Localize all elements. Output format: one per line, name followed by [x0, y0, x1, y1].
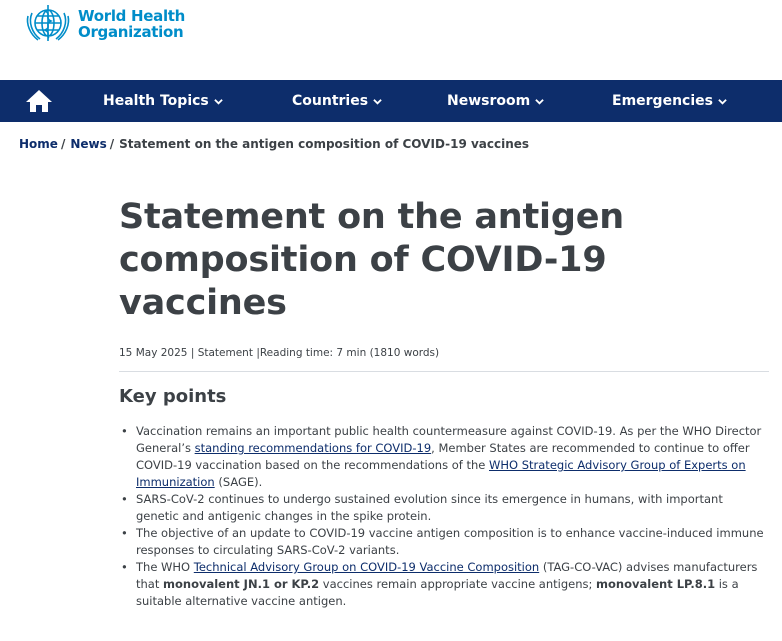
article-date: 15 May 2025 — [119, 347, 188, 359]
nav-emergencies-label: Emergencies — [612, 93, 713, 109]
chevron-down-icon — [373, 97, 382, 106]
article-content — [119, 196, 769, 610]
point-3-text: The objective of an update to COVID-19 vaccine antigen composition is to enhance vaccine-induced immune responses to circulating SARS-CoV-2 variants. — [136, 526, 764, 557]
who-logo[interactable] — [22, 2, 185, 46]
point-1-text-b: , Member States are recommended to continue to offer COVID-19 vaccination based on the recommendations of the — [136, 441, 750, 472]
page-title: Statement on the antigen composition of COVID-19 vaccines — [119, 197, 624, 323]
logo-text — [78, 8, 185, 40]
point-1-text-a: Vaccination remains an important public health countermeasure against COVID-19. As per the WHO Director General’s — [136, 424, 762, 455]
point-1-text-c: (SAGE). — [214, 475, 263, 489]
logo-line-2: Organization — [78, 23, 184, 41]
key-points-list — [135, 423, 769, 610]
point-4-bold-1: monovalent JN.1 or KP.2 — [163, 577, 320, 591]
chevron-down-icon — [214, 97, 223, 106]
article-meta — [119, 347, 769, 359]
list-item — [135, 423, 769, 491]
site-header — [0, 0, 782, 80]
breadcrumb-separator: / — [60, 137, 66, 151]
nav-countries[interactable] — [292, 80, 382, 122]
sage-link[interactable]: WHO Strategic Advisory Group of Experts on Immunization — [136, 458, 746, 489]
breadcrumb-current: Statement on the antigen composition of COVID-19 vaccines — [119, 137, 530, 151]
meta-separator: | — [190, 347, 198, 359]
nav-health-topics-label: Health Topics — [103, 93, 209, 109]
list-item — [135, 559, 769, 610]
point-4-text-d: is a suitable alternative vaccine antigen. — [136, 577, 739, 608]
standing-recommendations-link[interactable]: standing recommendations for COVID-19 — [194, 441, 432, 455]
reading-time: Reading time: 7 min (1810 words) — [259, 347, 440, 359]
nav-newsroom-label: Newsroom — [447, 93, 531, 109]
meta-separator: | — [256, 347, 260, 359]
breadcrumb-news[interactable]: News — [70, 137, 107, 151]
logo-line-1: World Health — [78, 7, 186, 25]
point-4-text-a: The WHO — [136, 560, 194, 574]
nav-newsroom[interactable] — [447, 80, 544, 122]
who-emblem-icon — [22, 2, 74, 46]
nav-countries-label: Countries — [292, 93, 369, 109]
list-item — [135, 491, 769, 525]
chevron-down-icon — [535, 97, 544, 106]
nav-emergencies[interactable] — [612, 80, 727, 122]
main-navigation — [0, 80, 782, 122]
breadcrumb-home[interactable]: Home — [19, 137, 58, 151]
breadcrumb — [19, 137, 529, 151]
breadcrumb-separator: / — [109, 137, 115, 151]
tag-co-vac-link[interactable]: Technical Advisory Group on COVID-19 Vaccine Composition — [193, 560, 540, 574]
point-4-text-b: (TAG-CO-VAC) advises manufacturers that — [136, 560, 758, 591]
point-4-text-c: vaccines remain appropriate vaccine antigens; — [319, 577, 597, 591]
point-2-text: SARS-CoV-2 continues to undergo sustained evolution since its emergence in humans, with important genetic and antigenic changes in the spike protein. — [136, 492, 723, 523]
divider — [119, 371, 769, 372]
point-4-bold-2: monovalent LP.8.1 — [596, 577, 716, 591]
nav-health-topics[interactable] — [103, 80, 223, 122]
home-icon[interactable] — [24, 88, 54, 114]
list-item — [135, 525, 769, 559]
key-points-heading: Key points — [119, 386, 227, 407]
article-type-link[interactable]: Statement — [197, 347, 253, 359]
chevron-down-icon — [718, 97, 727, 106]
